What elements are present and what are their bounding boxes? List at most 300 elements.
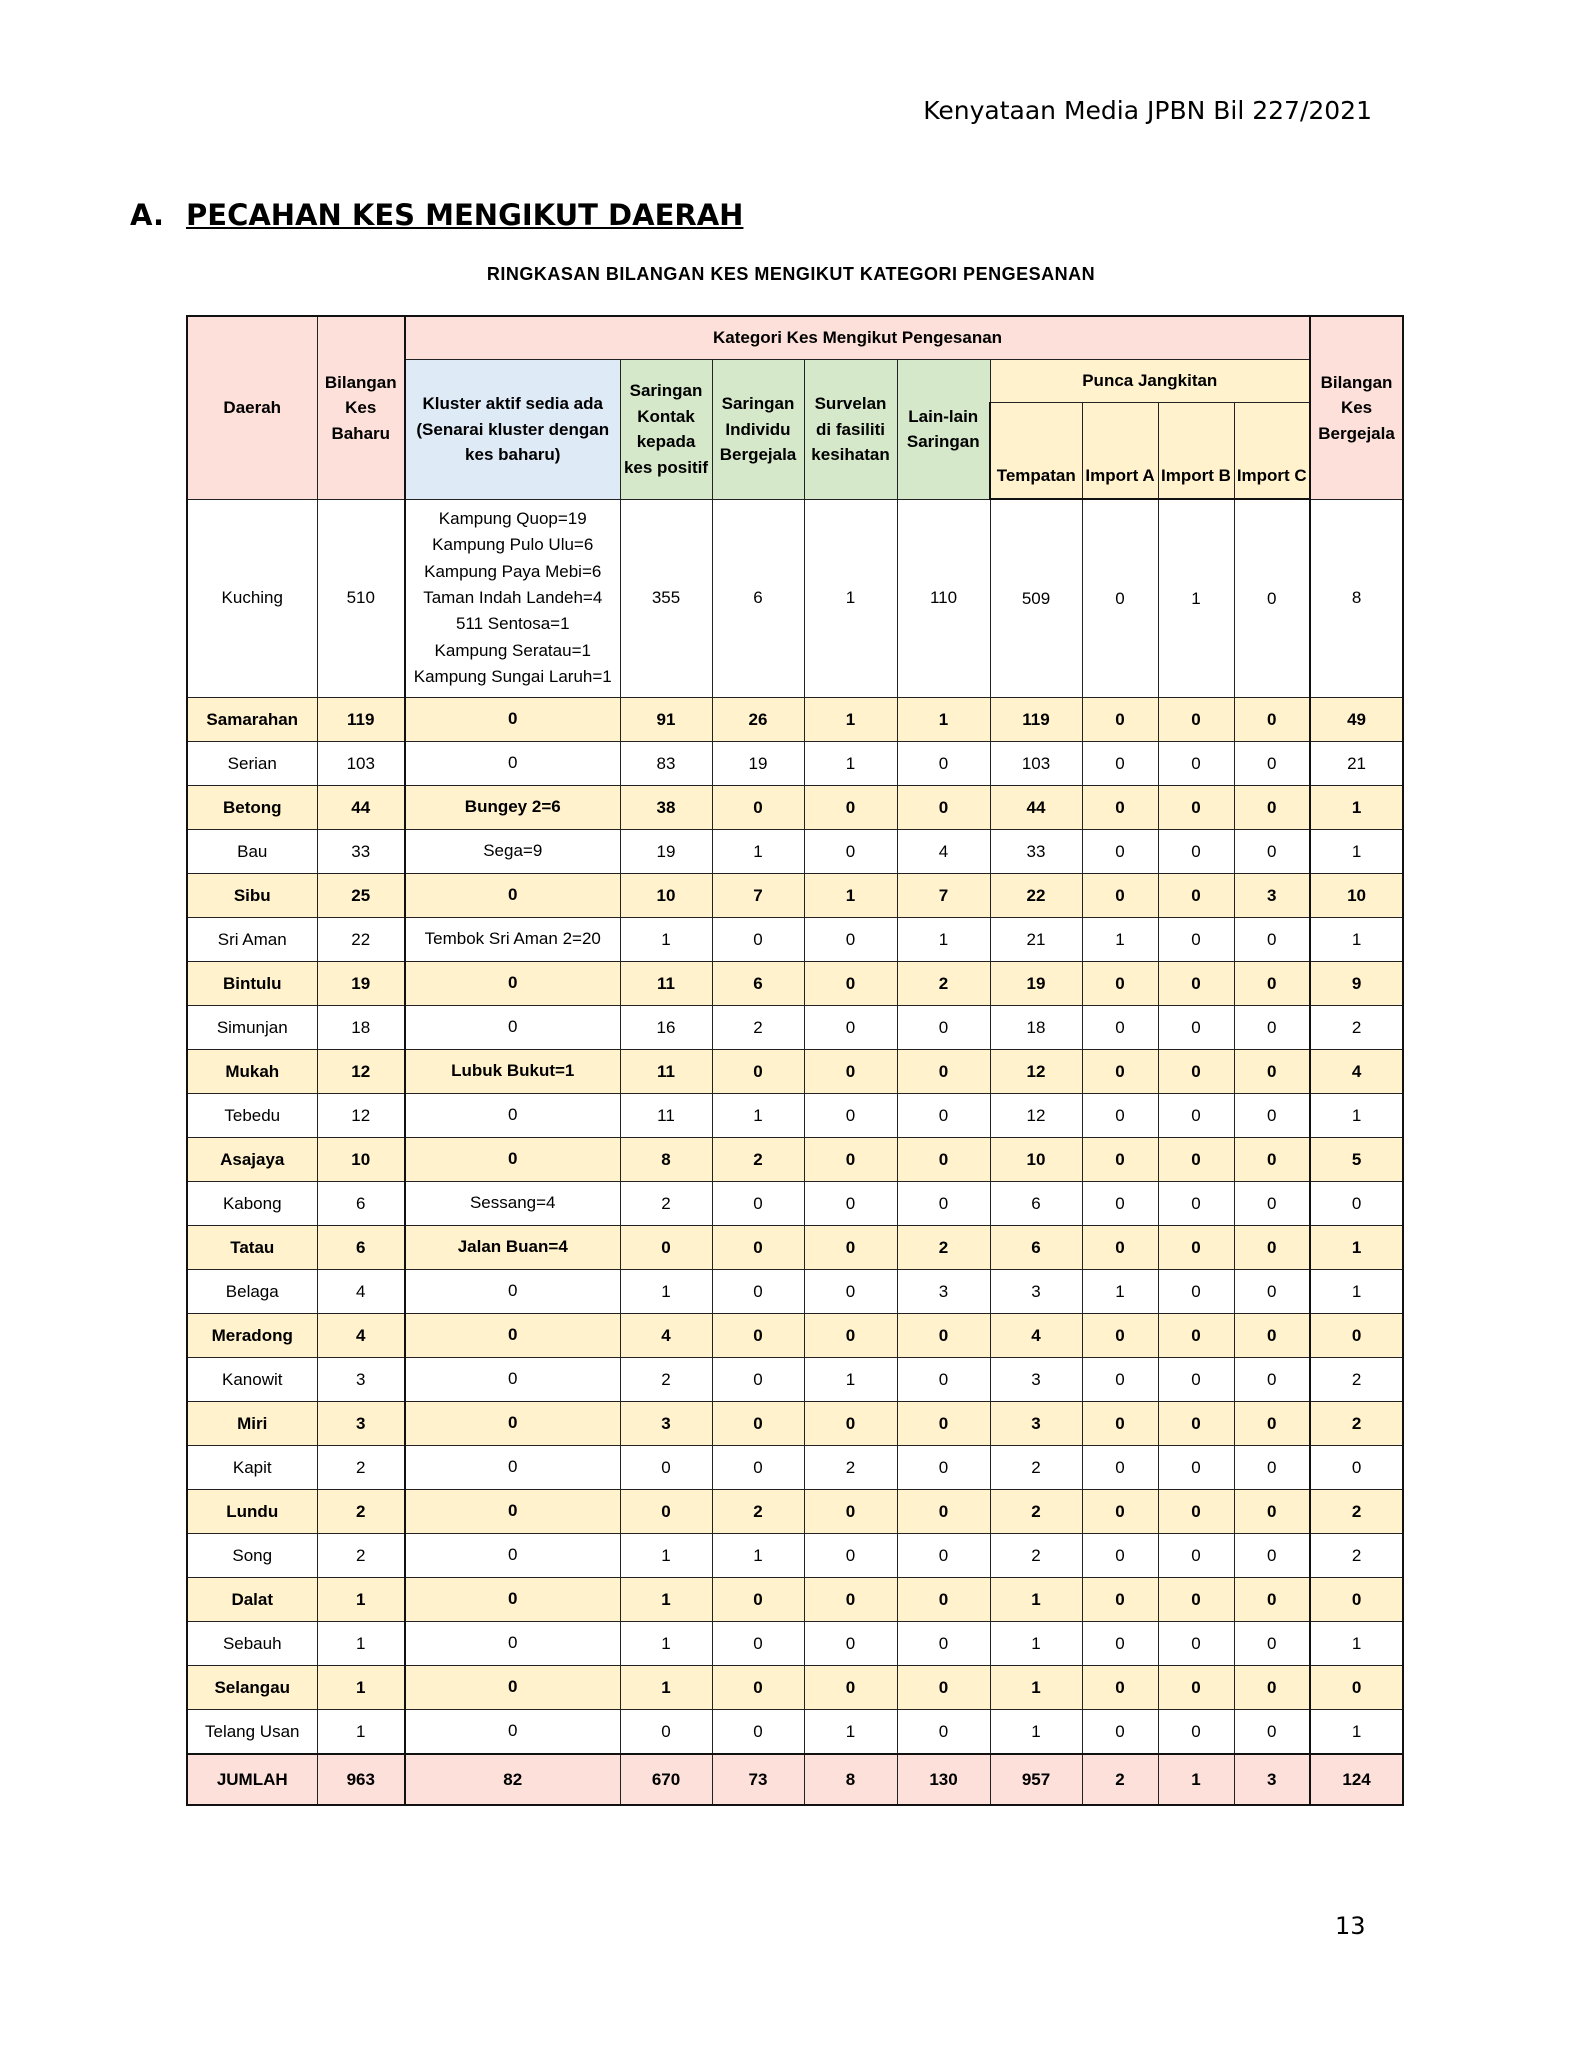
cell-kontak: 19 [620, 830, 712, 874]
kluster-entry: 0 [508, 1369, 518, 1389]
cell-bergejala: 1 [1310, 1622, 1403, 1666]
kluster-entry: Kampung Paya Mebi=6 [424, 561, 602, 581]
table-row [187, 1094, 1403, 1138]
cell-import-b: 0 [1158, 1270, 1234, 1314]
total-baharu: 963 [317, 1754, 405, 1805]
cell-tempatan: 19 [990, 962, 1082, 1006]
cell-daerah: Betong [187, 786, 317, 830]
cell-lain: 0 [897, 1534, 990, 1578]
cell-import-a: 0 [1082, 1490, 1158, 1534]
cell-survelan: 1 [804, 742, 897, 786]
kluster-entry: 0 [508, 1545, 518, 1565]
col-header-bilangan-kes-baharu: Bilangan Kes Baharu [317, 316, 405, 499]
cell-survelan: 0 [804, 1402, 897, 1446]
cell-survelan: 0 [804, 1666, 897, 1710]
cell-tempatan: 21 [990, 918, 1082, 962]
cell-kluster [405, 1578, 620, 1622]
cell-bergejala: 2 [1310, 1490, 1403, 1534]
cell-survelan: 0 [804, 962, 897, 1006]
cell-bergejala: 2 [1310, 1534, 1403, 1578]
table-row [187, 918, 1403, 962]
cell-bergejala: 4 [1310, 1050, 1403, 1094]
cell-individu: 1 [712, 830, 804, 874]
cell-daerah: Tatau [187, 1226, 317, 1270]
cell-lain: 0 [897, 1182, 990, 1226]
cell-individu: 0 [712, 1578, 804, 1622]
cell-bergejala: 0 [1310, 1666, 1403, 1710]
col-header-lain-lain: Lain-lain Saringan [897, 360, 990, 500]
total-individu: 73 [712, 1754, 804, 1805]
kluster-entry: 0 [508, 1501, 518, 1521]
cell-kluster [405, 962, 620, 1006]
kluster-entry: Kampung Seratau=1 [434, 640, 591, 660]
cell-lain: 4 [897, 830, 990, 874]
total-bergejala: 124 [1310, 1754, 1403, 1805]
cell-import-c: 0 [1234, 742, 1310, 786]
cell-import-b: 0 [1158, 1182, 1234, 1226]
cell-kluster [405, 742, 620, 786]
kluster-entry: 0 [508, 1721, 518, 1741]
cell-individu: 1 [712, 1534, 804, 1578]
cell-import-c: 0 [1234, 1490, 1310, 1534]
cell-lain: 3 [897, 1270, 990, 1314]
cell-bergejala: 2 [1310, 1358, 1403, 1402]
cell-lain: 0 [897, 1578, 990, 1622]
cell-import-a: 0 [1082, 742, 1158, 786]
cell-kontak: 91 [620, 698, 712, 742]
cell-baharu: 12 [317, 1094, 405, 1138]
cell-daerah: Kanowit [187, 1358, 317, 1402]
cell-kontak: 11 [620, 1094, 712, 1138]
cell-import-b: 0 [1158, 874, 1234, 918]
cell-individu: 0 [712, 786, 804, 830]
cell-lain: 0 [897, 1050, 990, 1094]
cell-kluster [405, 698, 620, 742]
kluster-entry: Lubuk Bukut=1 [451, 1061, 575, 1081]
kluster-entry: 511 Sentosa=1 [455, 614, 570, 634]
cell-tempatan: 33 [990, 830, 1082, 874]
cell-kontak: 1 [620, 1534, 712, 1578]
cell-individu: 6 [712, 962, 804, 1006]
cell-import-c: 0 [1234, 1622, 1310, 1666]
kluster-entry: 0 [508, 1633, 518, 1653]
cell-import-b: 0 [1158, 1094, 1234, 1138]
cell-individu: 0 [712, 918, 804, 962]
cell-individu: 0 [712, 1050, 804, 1094]
kluster-entry: 0 [508, 1413, 518, 1433]
cell-survelan: 1 [804, 874, 897, 918]
table-row [187, 698, 1403, 742]
cell-kluster [405, 1402, 620, 1446]
kluster-entry: Bungey 2=6 [464, 797, 561, 817]
table-row [187, 1534, 1403, 1578]
cell-kluster [405, 1358, 620, 1402]
cell-import-b: 0 [1158, 918, 1234, 962]
cell-bergejala: 0 [1310, 1446, 1403, 1490]
total-import-c: 3 [1234, 1754, 1310, 1805]
cell-import-a: 0 [1082, 830, 1158, 874]
cell-import-c: 0 [1234, 1182, 1310, 1226]
cell-baharu: 2 [317, 1490, 405, 1534]
cell-daerah: Dalat [187, 1578, 317, 1622]
cell-bergejala: 2 [1310, 1006, 1403, 1050]
cell-individu: 2 [712, 1006, 804, 1050]
cell-import-a: 0 [1082, 1402, 1158, 1446]
cell-bergejala: 8 [1310, 499, 1403, 698]
cell-baharu: 4 [317, 1270, 405, 1314]
cell-bergejala: 0 [1310, 1314, 1403, 1358]
cell-import-a: 0 [1082, 1094, 1158, 1138]
cell-bergejala: 1 [1310, 830, 1403, 874]
kluster-entry: Sessang=4 [469, 1193, 556, 1213]
cell-tempatan: 103 [990, 742, 1082, 786]
cell-survelan: 0 [804, 1006, 897, 1050]
cell-kluster [405, 786, 620, 830]
cell-lain: 0 [897, 1446, 990, 1490]
cell-individu: 0 [712, 1446, 804, 1490]
cell-import-b: 0 [1158, 1402, 1234, 1446]
table-row [187, 830, 1403, 874]
cell-survelan: 0 [804, 1314, 897, 1358]
cell-import-b: 0 [1158, 830, 1234, 874]
cell-lain: 7 [897, 874, 990, 918]
col-header-import-c: Import C [1234, 403, 1310, 500]
col-header-survelan: Survelan di fasiliti kesihatan [804, 360, 897, 500]
cell-import-b: 0 [1158, 1358, 1234, 1402]
cell-lain: 0 [897, 1358, 990, 1402]
cell-baharu: 1 [317, 1578, 405, 1622]
cell-daerah: Belaga [187, 1270, 317, 1314]
kluster-entry: 0 [508, 885, 518, 905]
cell-import-a: 0 [1082, 962, 1158, 1006]
cell-tempatan: 1 [990, 1578, 1082, 1622]
table-row [187, 742, 1403, 786]
cell-import-a: 0 [1082, 1534, 1158, 1578]
cell-bergejala: 10 [1310, 874, 1403, 918]
total-label: JUMLAH [187, 1754, 317, 1805]
kluster-entry: 0 [508, 973, 518, 993]
cell-lain: 0 [897, 1006, 990, 1050]
cell-import-b: 0 [1158, 1226, 1234, 1270]
cell-baharu: 44 [317, 786, 405, 830]
kluster-entry: 0 [508, 1325, 518, 1345]
cell-survelan: 0 [804, 1270, 897, 1314]
cell-import-b: 0 [1158, 786, 1234, 830]
cell-kontak: 1 [620, 918, 712, 962]
col-header-daerah: Daerah [187, 316, 317, 499]
col-header-kluster: Kluster aktif sedia ada (Senarai kluster dengan kes baharu) [405, 360, 620, 500]
cell-baharu: 10 [317, 1138, 405, 1182]
total-row [187, 1754, 1403, 1805]
kluster-entry: 0 [508, 709, 518, 729]
cell-tempatan: 2 [990, 1534, 1082, 1578]
total-lain: 130 [897, 1754, 990, 1805]
cell-import-a: 0 [1082, 1006, 1158, 1050]
kluster-entry: Sega=9 [483, 841, 543, 861]
cell-lain: 0 [897, 1094, 990, 1138]
cell-baharu: 25 [317, 874, 405, 918]
cell-baharu: 18 [317, 1006, 405, 1050]
cell-import-b: 0 [1158, 1490, 1234, 1534]
cell-baharu: 33 [317, 830, 405, 874]
cell-lain: 0 [897, 742, 990, 786]
cell-import-c: 0 [1234, 1534, 1310, 1578]
cell-survelan: 1 [804, 1710, 897, 1755]
cell-survelan: 1 [804, 698, 897, 742]
cell-bergejala: 2 [1310, 1402, 1403, 1446]
cell-import-b: 0 [1158, 962, 1234, 1006]
cell-import-b: 0 [1158, 1138, 1234, 1182]
cell-import-c: 0 [1234, 1578, 1310, 1622]
cell-daerah: Bau [187, 830, 317, 874]
cell-bergejala: 0 [1310, 1578, 1403, 1622]
cell-baharu: 22 [317, 918, 405, 962]
table-row [187, 1226, 1403, 1270]
cell-import-c: 0 [1234, 1006, 1310, 1050]
cell-survelan: 0 [804, 1534, 897, 1578]
table-row [187, 1270, 1403, 1314]
cell-baharu: 119 [317, 698, 405, 742]
cell-kontak: 38 [620, 786, 712, 830]
cell-individu: 2 [712, 1490, 804, 1534]
col-header-tempatan: Tempatan [990, 403, 1082, 500]
table-footer [187, 1754, 1403, 1805]
cell-import-c: 0 [1234, 1094, 1310, 1138]
cell-import-b: 0 [1158, 1050, 1234, 1094]
cell-tempatan: 2 [990, 1446, 1082, 1490]
cell-baharu: 6 [317, 1226, 405, 1270]
table-row [187, 499, 1403, 698]
cell-daerah: Tebedu [187, 1094, 317, 1138]
cell-import-b: 0 [1158, 1666, 1234, 1710]
cell-kontak: 10 [620, 874, 712, 918]
cell-survelan: 2 [804, 1446, 897, 1490]
col-header-saringan-individu: Saringan Individu Bergejala [712, 360, 804, 500]
cell-daerah: Asajaya [187, 1138, 317, 1182]
cell-import-a: 0 [1082, 1314, 1158, 1358]
kluster-entry: 0 [508, 753, 518, 773]
cell-individu: 26 [712, 698, 804, 742]
cell-lain: 0 [897, 1666, 990, 1710]
cell-import-a: 0 [1082, 1578, 1158, 1622]
cell-survelan: 1 [804, 499, 897, 698]
table-row [187, 1182, 1403, 1226]
cell-import-b: 0 [1158, 698, 1234, 742]
cell-import-c: 0 [1234, 962, 1310, 1006]
cell-import-c: 0 [1234, 499, 1310, 698]
cell-kontak: 0 [620, 1710, 712, 1755]
cell-individu: 0 [712, 1666, 804, 1710]
cell-lain: 0 [897, 1314, 990, 1358]
cell-bergejala: 49 [1310, 698, 1403, 742]
cell-import-c: 0 [1234, 698, 1310, 742]
cell-lain: 0 [897, 1138, 990, 1182]
table-row [187, 1666, 1403, 1710]
col-header-bilangan-kes-bergejala: Bilangan Kes Bergejala [1310, 316, 1403, 499]
cell-kontak: 16 [620, 1006, 712, 1050]
cell-import-b: 1 [1158, 499, 1234, 698]
cell-import-c: 0 [1234, 1050, 1310, 1094]
table-row [187, 1710, 1403, 1755]
cell-individu: 0 [712, 1314, 804, 1358]
col-header-kategori: Kategori Kes Mengikut Pengesanan [405, 316, 1310, 360]
cell-import-c: 0 [1234, 1138, 1310, 1182]
cell-bergejala: 1 [1310, 1710, 1403, 1755]
section-heading [130, 198, 743, 232]
kluster-entry: Jalan Buan=4 [457, 1237, 568, 1257]
cell-import-b: 0 [1158, 1446, 1234, 1490]
cell-survelan: 0 [804, 1182, 897, 1226]
table-row [187, 1006, 1403, 1050]
total-import-b: 1 [1158, 1754, 1234, 1805]
cell-lain: 0 [897, 1710, 990, 1755]
cell-lain: 0 [897, 1490, 990, 1534]
cell-individu: 7 [712, 874, 804, 918]
cell-import-c: 0 [1234, 1314, 1310, 1358]
cell-baharu: 1 [317, 1622, 405, 1666]
cell-import-c: 0 [1234, 1358, 1310, 1402]
cell-kontak: 83 [620, 742, 712, 786]
cell-daerah: Bintulu [187, 962, 317, 1006]
cell-kluster [405, 1094, 620, 1138]
kluster-entry: 0 [508, 1457, 518, 1477]
cell-import-a: 1 [1082, 918, 1158, 962]
col-header-punca-jangkitan: Punca Jangkitan [990, 360, 1310, 403]
cell-kluster [405, 830, 620, 874]
cell-tempatan: 44 [990, 786, 1082, 830]
cell-import-c: 0 [1234, 1226, 1310, 1270]
cell-daerah: Selangau [187, 1666, 317, 1710]
kluster-entry: 0 [508, 1677, 518, 1697]
kluster-entry: 0 [508, 1149, 518, 1169]
section-title: PECAHAN KES MENGIKUT DAERAH [186, 198, 744, 232]
cell-kluster [405, 1314, 620, 1358]
cell-kluster [405, 1006, 620, 1050]
cell-import-a: 1 [1082, 1270, 1158, 1314]
section-letter: A. [130, 198, 164, 232]
cell-kluster [405, 1666, 620, 1710]
cell-lain: 0 [897, 786, 990, 830]
cell-baharu: 3 [317, 1402, 405, 1446]
kluster-entry: 0 [508, 1105, 518, 1125]
cell-kluster [405, 1534, 620, 1578]
total-kontak: 670 [620, 1754, 712, 1805]
cell-bergejala: 21 [1310, 742, 1403, 786]
cell-survelan: 0 [804, 1094, 897, 1138]
cell-import-c: 0 [1234, 1446, 1310, 1490]
cell-survelan: 0 [804, 1578, 897, 1622]
cell-kontak: 11 [620, 962, 712, 1006]
cell-import-a: 0 [1082, 499, 1158, 698]
total-tempatan: 957 [990, 1754, 1082, 1805]
cell-lain: 0 [897, 1622, 990, 1666]
kluster-entry: Tembok Sri Aman 2=20 [424, 929, 601, 949]
table-row [187, 962, 1403, 1006]
cell-individu: 0 [712, 1270, 804, 1314]
cell-tempatan: 119 [990, 698, 1082, 742]
cell-kontak: 1 [620, 1578, 712, 1622]
cell-tempatan: 3 [990, 1270, 1082, 1314]
cell-import-a: 0 [1082, 698, 1158, 742]
cell-bergejala: 0 [1310, 1182, 1403, 1226]
cell-bergejala: 1 [1310, 1270, 1403, 1314]
cell-survelan: 0 [804, 830, 897, 874]
cell-kluster [405, 1490, 620, 1534]
cell-kluster [405, 918, 620, 962]
cell-daerah: Simunjan [187, 1006, 317, 1050]
cell-tempatan: 2 [990, 1490, 1082, 1534]
cell-daerah: Lundu [187, 1490, 317, 1534]
cell-daerah: Song [187, 1534, 317, 1578]
cell-import-a: 0 [1082, 1050, 1158, 1094]
cell-survelan: 1 [804, 1358, 897, 1402]
cell-tempatan: 1 [990, 1622, 1082, 1666]
kluster-entry: Taman Indah Landeh=4 [423, 588, 603, 608]
cell-individu: 6 [712, 499, 804, 698]
cell-baharu: 2 [317, 1446, 405, 1490]
cell-individu: 0 [712, 1182, 804, 1226]
cell-daerah: Serian [187, 742, 317, 786]
cell-kluster [405, 1138, 620, 1182]
cell-kluster [405, 1622, 620, 1666]
cell-bergejala: 1 [1310, 786, 1403, 830]
cell-import-b: 0 [1158, 1622, 1234, 1666]
table-row [187, 1138, 1403, 1182]
cell-survelan: 0 [804, 1138, 897, 1182]
cell-baharu: 3 [317, 1358, 405, 1402]
cell-individu: 1 [712, 1094, 804, 1138]
table-row [187, 1622, 1403, 1666]
cell-daerah: Kuching [187, 499, 317, 698]
kluster-entry: Kampung Quop=19 [438, 509, 587, 529]
cell-lain: 0 [897, 1402, 990, 1446]
col-header-saringan-kontak: Saringan Kontak kepada kes positif [620, 360, 712, 500]
cell-lain: 1 [897, 698, 990, 742]
cell-kontak: 8 [620, 1138, 712, 1182]
cell-survelan: 0 [804, 1622, 897, 1666]
kluster-entry: 0 [508, 1589, 518, 1609]
total-survelan: 8 [804, 1754, 897, 1805]
cell-import-c: 0 [1234, 786, 1310, 830]
cell-individu: 0 [712, 1622, 804, 1666]
cell-import-c: 0 [1234, 918, 1310, 962]
cell-tempatan: 10 [990, 1138, 1082, 1182]
cell-daerah: Samarahan [187, 698, 317, 742]
cell-import-c: 0 [1234, 1402, 1310, 1446]
cell-kontak: 3 [620, 1402, 712, 1446]
table-row [187, 874, 1403, 918]
cell-baharu: 6 [317, 1182, 405, 1226]
kluster-entry: 0 [508, 1017, 518, 1037]
cell-kontak: 2 [620, 1358, 712, 1402]
cell-tempatan: 509 [990, 499, 1082, 698]
table-row [187, 786, 1403, 830]
document-reference: Kenyataan Media JPBN Bil 227/2021 [923, 96, 1372, 125]
cell-import-b: 0 [1158, 1006, 1234, 1050]
cell-kluster [405, 1050, 620, 1094]
table-row [187, 1446, 1403, 1490]
cell-import-a: 0 [1082, 1446, 1158, 1490]
cell-survelan: 0 [804, 1490, 897, 1534]
cell-individu: 0 [712, 1226, 804, 1270]
cell-bergejala: 1 [1310, 1226, 1403, 1270]
table-row [187, 1578, 1403, 1622]
cell-tempatan: 3 [990, 1402, 1082, 1446]
page-number: 13 [1335, 1912, 1366, 1940]
cell-tempatan: 6 [990, 1226, 1082, 1270]
cell-individu: 0 [712, 1710, 804, 1755]
cell-bergejala: 1 [1310, 918, 1403, 962]
